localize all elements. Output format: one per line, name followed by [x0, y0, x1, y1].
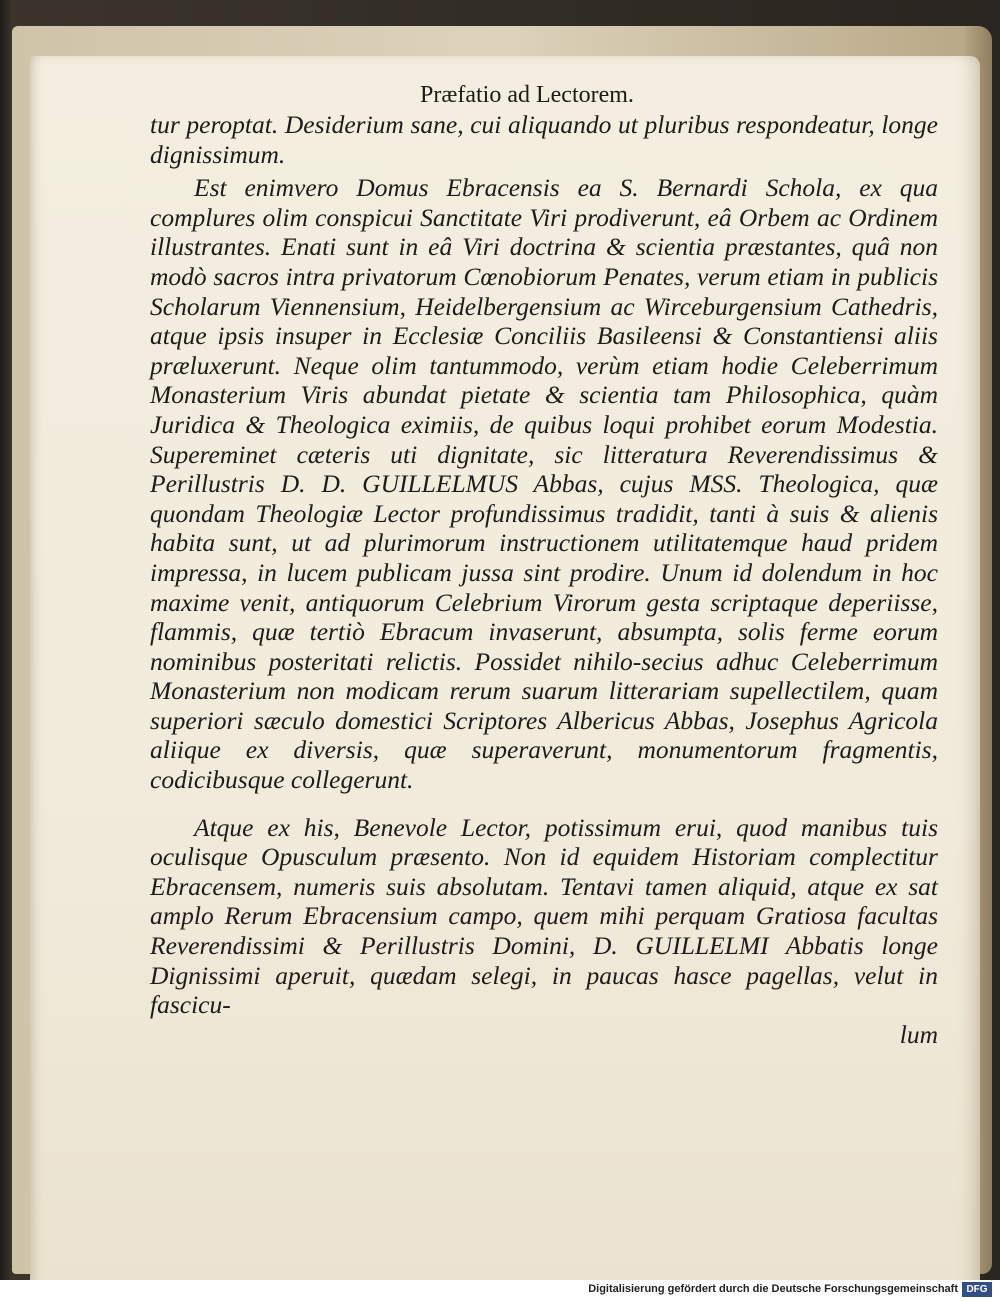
body-text — [150, 110, 938, 1049]
footer-strip — [0, 1280, 1000, 1301]
footer-credit: Digitalisierung gefördert durch die Deutsche Forschungsgemeinschaft — [588, 1283, 958, 1295]
paragraph: tur peroptat. Desiderium sane, cui aliquando ut pluribus respondeatur, longe dignissimum. — [150, 110, 938, 169]
running-head: Præfatio ad Lectorem. — [420, 82, 634, 108]
paragraph: Atque ex his, Benevole Lector, potissimum erui, quod manibus tuis oculisque Opusculum præsento. Non id equidem Historiam complectitur Ebracensem, numeris suis absolutam. Tentavi tamen aliquid, atque ex sat amplo Rerum Ebracensium campo, quem mihi perquam Gratiosa facultas Reverendissimi & Perillustris Domini, D. GUILLELMI Abbatis longe Dignissimi aperuit, quædam selegi, in paucas hasce pagellas, velut in fascicu- — [150, 812, 938, 1020]
paragraph: Est enimvero Domus Ebracensis ea S. Bernardi Schola, ex qua complures olim conspicui Sanctitate Viri prodiverunt, eâ Orbem ac Ordinem illustrantes. Enati sunt in eâ Viri doctrina & scientia præstantes, quâ non modò sacros intra privatorum Cœnobiorum Penates, verum etiam in publicis Scholarum Viennensium, Heidelbergensium ac Wirceburgensium Cathedris, atque ipsis insuper in Ecclesiæ Conciliis Basileensi & Constantiensi aliis præluxerunt. Neque olim tantummodo, verùm etiam hodie Celeberrimum Monasterium Viris abundat pietate & scientia tam Philosophica, quàm Juridica & Theologica eximiis, de quibus loqui prohibet eorum Modestia. Supereminet cæteris uti dignitate, sic litteratura Reverendissimus & Perillustris D. D. GUILLELMUS Abbas, cujus MSS. Theologica, quæ quondam Theologiæ Lector profundissimus tradidit, tanti à suis & alienis habita sunt, ut ad plurimorum instructionem utilitatemque haud pridem impressa, in lucem publicam jussa sint prodire. Unum id dolendum in hoc maxime venit, antiquorum Celebrium Virorum gesta scriptaque deperiisse, flammis, quæ tertiò Ebracum invaserunt, absumpta, solis ferme eorum nominibus posteritati relictis. Possidet nihilo-secius adhuc Celeberrimum Monasterium non modicam rerum suarum litterariam supellectilem, quam superiori sæculo domestici Scriptores Albericus Abbas, Josephus Agricola aliique ex diversis, quæ superaverunt, monumentorum fragmentis, codicibusque collegerunt. — [150, 173, 938, 795]
paragraph: lum — [899, 1019, 938, 1049]
dfg-logo-icon: DFG — [962, 1282, 992, 1297]
